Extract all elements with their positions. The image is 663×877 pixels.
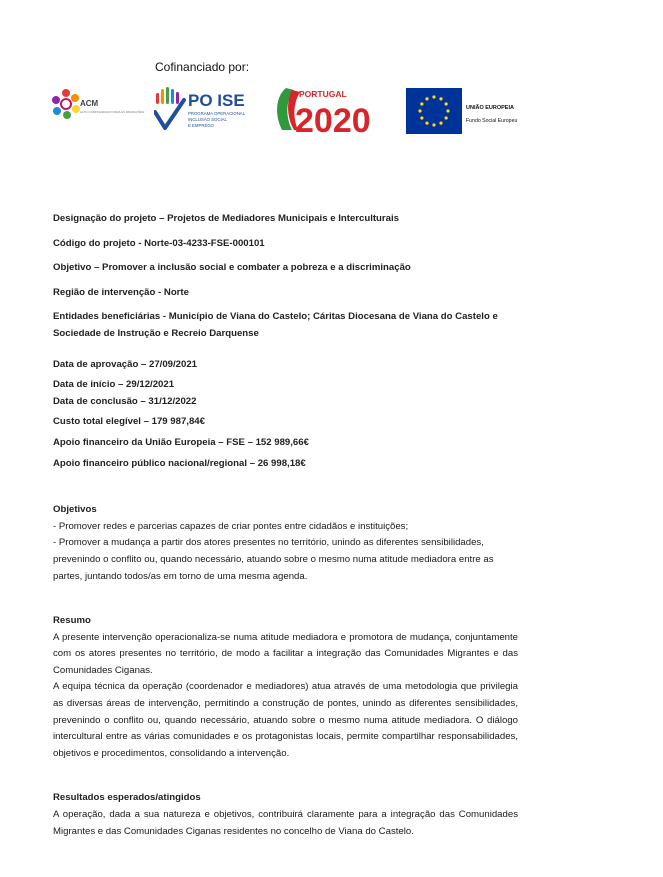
start-date: Data de início – 29/12/2021 — [53, 379, 175, 391]
eu-fund: Fundo Social Europeu — [466, 118, 518, 124]
cofinanced-label: Cofinanciado por: — [155, 60, 250, 74]
eu-name: UNIÃO EUROPEIA — [466, 105, 514, 111]
eu-star — [432, 123, 435, 126]
summary-paragraph: A presente intervenção operacionaliza-se numa atitude mediadora e promotora de mudança, conjuntamente com os atores presentes no território, de modo a facilitar a integração das Comunidades Migrantes e das Comunidades Ciganas. — [53, 631, 518, 676]
project-document — [53, 211, 518, 840]
poise-line-1: PROGRAMA OPERACIONAL — [188, 111, 246, 116]
total-cost: Custo total elegível – 179 987,84€ — [53, 416, 205, 428]
project-objective: Objetivo – Promover a inclusão social e combater a pobreza e a discriminação — [53, 262, 411, 274]
eu-star — [432, 95, 435, 98]
national-financial-support: Apoio financeiro público nacional/regional – 26 998,18€ — [53, 457, 306, 469]
acm-logo — [46, 84, 156, 124]
poise-logo — [154, 84, 262, 140]
eu-star — [418, 109, 421, 112]
eu-star — [420, 116, 423, 119]
summary-title: Resumo — [53, 615, 91, 627]
beneficiary-entities: Entidades beneficiárias - Município de Viana do Castelo; Cáritas Diocesana de Viana do Castelo e Sociedade de Instrução e Recreio Darquense — [53, 311, 498, 339]
intervention-region: Região de intervenção - Norte — [53, 286, 189, 298]
eu-star — [425, 122, 428, 125]
p2020-year: 2020 — [295, 102, 371, 138]
poise-line-3: E EMPREGO — [188, 123, 215, 128]
funding-logos — [46, 84, 606, 144]
objective-item: - Promover redes e parcerias capazes de criar pontes entre cidadãos e instituições; — [53, 520, 409, 532]
acm-subtitle: ALTO COMISSARIADO PARA AS MIGRAÇÕES — [80, 110, 145, 114]
poise-name: PO ISE — [188, 91, 245, 110]
objectives-title: Objetivos — [53, 504, 97, 516]
eu-star — [445, 116, 448, 119]
project-code: Código do projeto - Norte-03-4233-FSE-000101 — [53, 237, 265, 249]
end-date: Data de conclusão – 31/12/2022 — [53, 395, 197, 407]
eu-star — [439, 122, 442, 125]
p2020-top: PORTUGAL — [299, 89, 347, 99]
eu-star — [446, 109, 449, 112]
eu-star — [425, 97, 428, 100]
eu-logo — [406, 88, 546, 134]
results-title: Resultados esperados/atingidos — [53, 792, 201, 804]
results-text: A operação, dada a sua natureza e objetivos, contribuirá claramente para a integração das Comunidades Migrantes e das Comunidades Ciganas residentes no concelho de Viana do Castelo. — [53, 809, 518, 837]
eu-star — [439, 97, 442, 100]
acm-name: ACM — [80, 99, 99, 108]
eu-financial-support: Apoio financeiro da União Europeia – FSE – 152 989,66€ — [53, 436, 309, 448]
eu-star — [445, 102, 448, 105]
eu-flag — [406, 88, 462, 134]
portugal2020-logo — [272, 84, 392, 138]
summary-paragraph: A equipa técnica da operação (coordenador e mediadores) atua através de uma metodologia que privilegia as diversas áreas de intervenção, permitindo a construção de pontes, unindo as diferentes sensibilidades, prevenindo o conflito ou, quando necessário, atuando sobre o mesmo numa atitude mediadora. O diálogo intercultural entre as várias comunidades e os protagonistas locais, permite compartilhar responsabilidades, objetivos e procedimentos, consolidando a intervenção. — [53, 681, 518, 759]
project-designation: Designação do projeto – Projetos de Mediadores Municipais e Interculturais — [53, 213, 399, 224]
poise-line-2: INCLUSÃO SOCIAL — [188, 117, 227, 122]
eu-star — [420, 102, 423, 105]
approval-date: Data de aprovação – 27/09/2021 — [53, 358, 197, 370]
objective-item: - Promover a mudança a partir dos atores presentes no território, unindo as diferentes sensibilidades, prevenindo o conflito ou, quando necessário, atuando sobre o mesmo numa atitude mediadora entre as partes, juntando todos/as em torno de uma mesma agenda. — [53, 537, 494, 582]
